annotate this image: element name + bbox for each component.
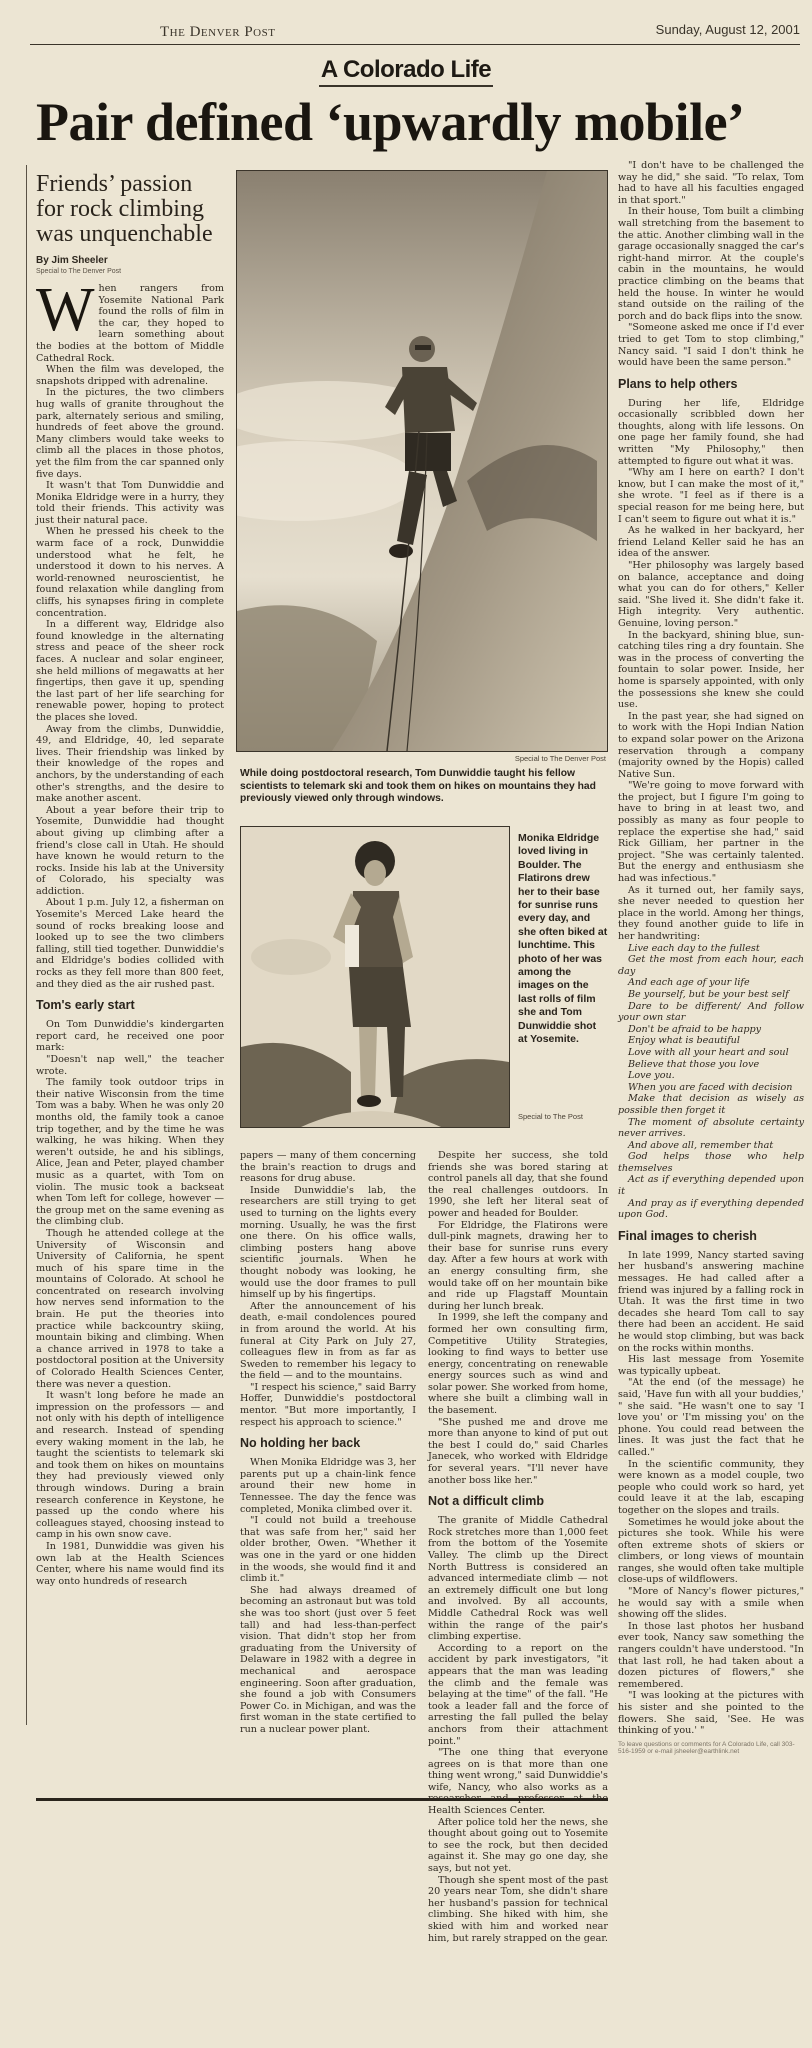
- photo-climber-tom: [236, 170, 608, 752]
- paragraph: When Monika Eldridge was 3, her parents put up a chain-link fence around their new home in Tennessee. The day the fence was completed, Monika climbed over it.: [240, 1457, 416, 1515]
- issue-date: Sunday, August 12, 2001: [655, 22, 800, 37]
- article-column-1: [36, 172, 224, 1587]
- poem-line: When you are faced with decision: [628, 1081, 793, 1093]
- paragraph: "Why am I here on earth? I don't know, but I can make the most of it," she wrote. "I feel as if there is a special reason for me being here, but I can't seem to figure out what it is.": [618, 467, 804, 525]
- poem-line: Get the most from each hour, each day: [618, 954, 804, 977]
- paragraph: Away from the climbs, Dunwiddie, 49, and Eldridge, 40, led separate lives. Their friendship was linked by their knowledge of the ropes and anchors, by the understanding of each other's strengths, and the desire to make another ascent.: [36, 723, 224, 805]
- section-kicker: [0, 56, 812, 84]
- paragraph: Despite her success, she told friends she was bored staring at control panels all day, that she found the real challenges outdoors. In 1990, she left her literal seat of power and headed for Boulder.: [428, 1150, 608, 1219]
- poem-line: Live each day to the fullest: [628, 942, 760, 954]
- headline: Pair defined ‘upwardly mobile’: [36, 92, 745, 152]
- paragraph: Though he attended college at the University of Wisconsin and University of California, he spent much of his spare time in the mountains of Colorado. At school he concentrated on research involving how nerves send information to the brain. He put the theories into practice while backcountry skiing, mountain biking and climbing. When a chance arrived in 1978 to take a postdoctoral position at the University of Colorado Health Sciences Center, there was never a question.: [36, 1227, 224, 1390]
- poem-line: Believe that those you love: [628, 1058, 760, 1070]
- photo-credit: Special to The Denver Post: [514, 754, 606, 763]
- paragraph: In the scientific community, they were known as a model couple, two people who could work so hard, yet could leave it at the lab, escaping together on the slopes and trails.: [618, 1458, 804, 1516]
- monika-photo-image: [241, 827, 509, 1127]
- paragraph: In the pictures, the two climbers hug walls of granite throughout the park, alternately serious and smiling, hundreds of feet above the ground. Many climbers would take weeks to climb all the places in those photos, yet the film from the car spanned only five days.: [36, 387, 224, 480]
- column-rule: [26, 165, 27, 1725]
- poem-line: Be yourself, but be your best self: [628, 988, 789, 1000]
- paragraph: About a year before their trip to Yosemite, Dunwiddie had thought about giving up climbing after a friend's close call in Utah. He should have known he would return to the rocks. Inside his lab at the University of Colorado, his specialty was addiction.: [36, 804, 224, 897]
- paragraph: papers — many of them concerning the brain's reaction to drugs and reasons for drug abuse.: [240, 1150, 416, 1185]
- subhead-not-a-difficult-climb: Not a difficult climb: [428, 1494, 544, 1509]
- paragraph: During her life, Eldridge occasionally scribbled down her thoughts, along with life lessons. On one page her family found, she had written "My Philosophy," then attempted to figure out what it was.: [618, 397, 804, 467]
- poem-line: Love with all your heart and soul: [628, 1046, 789, 1058]
- article-column-4: [618, 160, 804, 1756]
- paragraph: In the backyard, shining blue, sun-catching tiles ring a dry fountain. She was in the process of converting the fountain to solar power. Inside, her home is sparsely appointed, with only the possessions she knew she could use.: [618, 629, 804, 711]
- paragraph: When he pressed his cheek to the warm face of a rock, Dunwiddie understood what he felt, he understood it down to his nerves. A world-renowned neuroscientist, he found relaxation while dangling from cliffs, his synapses firing in complete concentration.: [36, 526, 224, 619]
- masthead: [30, 14, 800, 45]
- poem-line: Act as if everything depended upon it: [618, 1174, 804, 1198]
- poem-line: Love you.: [628, 1070, 675, 1082]
- handwritten-guide-poem: [618, 943, 804, 1221]
- paragraph: "The one thing that everyone agrees on is that more than one thing went wrong," said Dunwiddie's wife, Nancy, who also works as a researcher and professor at the Health Sciences Center.: [428, 1747, 608, 1817]
- drop-cap: W: [36, 276, 95, 344]
- paragraph: When the film was developed, the snapshots dripped with adrenaline.: [36, 364, 224, 387]
- paragraph: His last message from Yosemite was typically upbeat.: [618, 1354, 804, 1377]
- paragraph: As he walked in her backyard, her friend Leland Keller said he has an idea of the answer.: [618, 525, 804, 560]
- paragraph: "Her philosophy was largely based on balance, acceptance and doing what you can do for others," Keller said. "She lived it. She didn't fake it. High integrity. Very authentic. Genuine, loving person.": [618, 560, 804, 629]
- paragraph: For Eldridge, the Flatirons were dull-pink magnets, drawing her to their base for sunrise runs every day. After a few hours at work with an energy consulting firm, she would take off on her mountain bike and ride up Flagstaff Mountain during her lunch break.: [428, 1219, 608, 1312]
- subhead-no-holding-her-back: No holding her back: [240, 1436, 361, 1451]
- subhead-plans-to-help-others: Plans to help others: [618, 376, 738, 391]
- paragraph: In 1999, she left the company and formed her own consulting firm, Competitive Utility Strategies, looking to find ways to better use energy, concentrating on renewable energy sources such as wind and solar power. She worked from home, where she built a climbing wall in the basement.: [428, 1312, 608, 1417]
- paragraph: In the past year, she had signed on to work with the Hopi Indian Nation to expand solar power on the Arizona reservation through a company (majority owned by the Hopis) called Native Sun.: [618, 710, 804, 780]
- photo-caption: While doing postdoctoral research, Tom Dunwiddie taught his fellow scientists to telemark ski and took them on hikes on mountains they had previously viewed only through windows.: [240, 768, 596, 804]
- poem-line: Enjoy what is beautiful: [628, 1035, 740, 1047]
- poem-line: Dare to be different/ And follow your own star: [618, 1000, 804, 1024]
- poem-line: Make that decision as wisely as possible then forget it: [618, 1093, 804, 1116]
- paragraph: "We're going to move forward with the project, but I figure I'm going to have to bring in at least two, and possibly as many as four people to replace the expertise she had," said Rick Gilliam, her partner in the project. "She was certainly talented. But the energy and enthusiasm she had was infectious.": [618, 780, 804, 885]
- lede-text: hen rangers from Yosemite National Park found the rolls of film in the car, they hoped to learn something about the bodies at the bottom of Middle Cathedral Rock.: [36, 283, 224, 364]
- paragraph: The granite of Middle Cathedral Rock stretches more than 1,000 feet from the bottom of the Yosemite Valley. The climb up the Direct North Buttress is considered an advanced intermediate climb — not an extremely difficult one but long and involved. By all accounts, Middle Cathedral Rock was well within the range of the pair's climbing expertise.: [428, 1515, 608, 1643]
- paragraph: "I respect his science," said Barry Hoffer, Dunwiddie's postdoctoral mentor. "But more importantly, I respect his approach to science.": [240, 1381, 416, 1428]
- paragraph: "I was looking at the pictures with his sister and she pointed to the flowers. She said, 'See. He was thinking of you.' ": [618, 1690, 804, 1737]
- subhead-toms-early-start: Tom's early start: [36, 998, 135, 1013]
- poem-line: The moment of absolute certainty never arrives.: [618, 1116, 804, 1140]
- photo-monika: [240, 826, 510, 1128]
- poem-line: God helps those who help themselves: [618, 1151, 804, 1174]
- contact-note: To leave questions or comments for A Colorado Life, call 303-516-1959 or e-mail jsheeler@earthlink.net: [618, 1740, 795, 1756]
- paragraph: It wasn't long before he made an impression on the professors — and not only with his depth of intelligence and research. Instead of spending every waking moment in the lab, he taught the scientists to telemark ski and took them on hikes on mountains they had previously viewed only through windows. During a brain research conference in Keystone, he passed up the condo where his colleagues stayed, choosing instead to camp in his own snow cave.: [36, 1390, 224, 1541]
- paragraph: About 1 p.m. July 12, a fisherman on Yosemite's Merced Lake heard the sound of rocks breaking loose and looked up to see the two climbers falling, still tied together. Dunwiddie's and Eldridge's bodies collided with rocks as they fell more than 800 feet, and they died as the air rushed past.: [36, 897, 224, 990]
- byline: By Jim Sheeler: [36, 255, 108, 266]
- paragraph: In those last photos her husband ever took, Nancy saw something the rangers couldn't have understood. "In that last roll, he had taken about a dozen pictures of flowers," she remembered.: [618, 1620, 804, 1690]
- paragraph: In late 1999, Nancy started saving her husband's answering machine messages. He had called after a friend was injured by a falling rock in Utah. It was the first time in two decades she heard Tom call to say there had been an accident. He said he would stop climbing, but was back on the rocks within months.: [618, 1249, 804, 1354]
- paragraph: Inside Dunwiddie's lab, the researchers are still trying to get used to turning on the lights every morning. Usually, he was the first one there. On his office walls, climbing posters hang above scientific journals. When he thought nobody was looking, he would use the door frames to pull himself up by his fingertips.: [240, 1184, 416, 1301]
- photo-credit: Special to The Post: [518, 1112, 583, 1121]
- paragraph: "At the end (of the message) he said, 'Have fun with all your buddies,' " she said. "He wasn't one to say 'I love you' or 'I'm missing you' on the phone. You could read between the lines. It was just the fact that he called.": [618, 1377, 804, 1458]
- paragraph: "I don't have to be challenged the way he did," she said. "To relax, Tom had to have all his faculties engaged in that sport.": [618, 160, 804, 206]
- article-column-2: [240, 1150, 416, 1736]
- newspaper-name: The Denver Post: [160, 24, 276, 40]
- article-column-3: [428, 1150, 608, 1944]
- deck: Friends’ passion for rock climbing was unquenchable: [36, 171, 213, 247]
- paragraph: In 1981, Dunwiddie was given his own lab at the Health Sciences Center, where his name would find its way onto hundreds of research: [36, 1540, 224, 1587]
- paragraph: The family took outdoor trips in their native Wisconsin from the time Tom was a baby. When he was only 20 months old, the family took a canoe trip together, and by the time he was walking, he was hiking. When they weren't outside, he and his siblings, Alice, Jean and Peter, played chamber music as a quartet, with Tom on violin. The music took a backseat when Tom left for college, however — the group met on the same evening as the climbing club.: [36, 1077, 224, 1228]
- climber-photo-image: [237, 171, 607, 751]
- paragraph: Sometimes he would joke about the pictures she took. While his were often extreme shots of skiers or climbers, or long views of mountain ranges, she would often take multiple close-ups of wildflowers.: [618, 1516, 804, 1586]
- byline-credit: Special to The Denver Post: [36, 268, 122, 275]
- kicker-text: A Colorado Life: [319, 56, 493, 87]
- subhead-final-images-to-cherish: Final images to cherish: [618, 1228, 757, 1243]
- paragraph: "Someone asked me once if I'd ever tried to get Tom to stop climbing," Nancy said. "I said I don't think he would have been the same person.": [618, 322, 804, 369]
- poem-line: And each age of your life: [628, 977, 750, 989]
- paragraph: She had always dreamed of becoming an astronaut but was told she was too short (just over 5 feet tall) and had less-than-perfect vision. That didn't stop her from graduating from the University of Delaware in 1982 with a degree in mechanical and aerospace engineering. Soon after graduation, she found a job with Consumers Power Co. in Michigan, and was the first woman in the state certified to run a nuclear power plant.: [240, 1584, 416, 1735]
- paragraph: After police told her the news, she thought about going out to Yosemite to see the rock, but then decided against it. She may go one day, she says, but not yet.: [428, 1816, 608, 1875]
- paragraph: It wasn't that Tom Dunwiddie and Monika Eldridge were in a hurry, they told their friends. This activity was just their natural pace.: [36, 480, 224, 526]
- paragraph: According to a report on the accident by park investigators, "it appears that the man was leading the climb and the female was belaying at the time" of the fall. "He took a leader fall and the force of arresting the fall pulled the belay anchors from their attachment point.": [428, 1642, 608, 1747]
- paragraph: In a different way, Eldridge also found knowledge in the alternating stress and peace of the sheer rock faces. A nuclear and solar engineer, she held millions of megawatts at her fingertips, then gave it up, spending the last part of her life searching for renewable power, hoping to protect the places she loved.: [36, 619, 224, 723]
- paragraph: On Tom Dunwiddie's kindergarten report card, he received one poor mark:: [36, 1019, 224, 1054]
- poem-line: Don't be afraid to be happy: [628, 1023, 762, 1035]
- poem-line: And above all, remember that: [628, 1139, 774, 1151]
- paragraph: "She pushed me and drove me more than anyone to kind of put out the best I could do," said Charles Janecek, who worked with Eldridge for several years. "I'll never have another boss like her.": [428, 1416, 608, 1486]
- paragraph: As it turned out, her family says, she never needed to question her place in the world. Among her things, they found another guide to life in her handwriting:: [618, 884, 804, 942]
- poem-line: And pray as if everything depended upon God.: [618, 1197, 804, 1221]
- paragraph: In their house, Tom built a climbing wall stretching from the basement to the attic. Another climbing wall in the garage occasionally snagged the car's right-hand mirror. At the couple's cabin in the mountains, he would practice climbing on the beams that held the house. In winter he would stand outside on the railing of the porch and do back flips into the snow.: [618, 206, 804, 322]
- paragraph: After the announcement of his death, e-mail condolences poured in from around the world. At his funeral at City Park on July 27, colleagues flew in from as far as Sweden to remember his legacy to the field — and to the mountains.: [240, 1300, 416, 1382]
- paragraph: "More of Nancy's flower pictures," he would say with a smile when showing off the slides.: [618, 1586, 804, 1621]
- paragraph: "Doesn't nap well," the teacher wrote.: [36, 1054, 224, 1077]
- lede-paragraph: [36, 276, 224, 364]
- paragraph: Though she spent most of the past 20 years near Tom, she didn't share her husband's passion for technical climbing. She hiked with him, she skied with him and worked near him, but rarely strapped on the gear.: [428, 1874, 608, 1944]
- paragraph: "I could not build a treehouse that was safe from her," said her older brother, Owen. "Whether it was one in the yard or one hidden in the woods, she would find it and climb it.": [240, 1515, 416, 1585]
- photo-caption-side: Monika Eldridge loved living in Boulder. The Flatirons drew her to their base for sunrise runs every day, and she often biked at lunchtime. This photo of her was among the images on the last rolls of film she and Tom Dunwiddie shot at Yosemite.: [518, 832, 608, 1046]
